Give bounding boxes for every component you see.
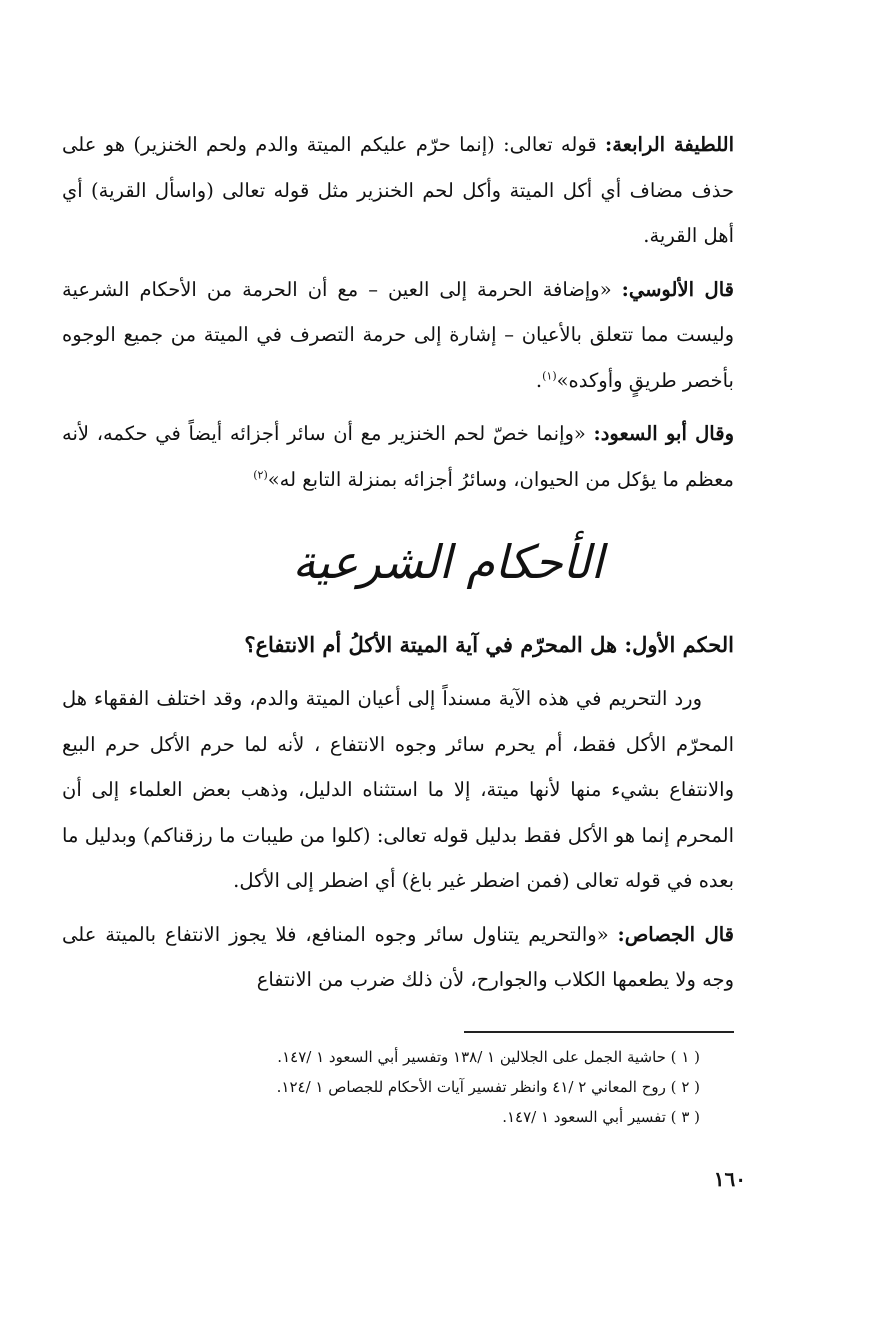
footnote-item: ( ٣ ) تفسير أبي السعود ١ /١٤٧. (502, 1108, 700, 1126)
paragraph-lead: قال الجصاص: (617, 922, 734, 946)
paragraph-lead: قال الألوسي: (621, 277, 734, 301)
paragraph-fourth-subtlety (62, 122, 734, 259)
paragraph-lead: اللطيفة الرابعة: (605, 133, 734, 156)
section-heading: الأحكام الشرعية (292, 535, 604, 589)
paragraph-tail: . (535, 368, 543, 392)
paragraph-alusi (62, 267, 734, 404)
footnote-item: ( ١ ) حاشية الجمل على الجلالين ١ /١٣٨ وتفسير أبي السعود ١ /١٤٧. (277, 1048, 700, 1066)
paragraph-text: ورد التحريم في هذه الآية مسنداً إلى أعيان الميتة والدم، وقد اختلف الفقهاء هل المحرّم الأكل فقط، أم يحرم سائر وجوه الانتفاع ، لأنه لما حرم الأكل حرم البيع والانتفاع بشيء منها لأنها ميتة، إلا ما استثناه الدليل، وذهب بعض العلماء إلى أن المحرم إنما هو الأكل فقط بدليل قوله تعالى: (كلوا من طيبات ما رزقناكم) وبدليل ما بعده في قوله تعالى (فمن اضطر غير باغ) أي اضطر إلى الأكل. (62, 687, 734, 892)
body-text-top (62, 122, 734, 510)
footnotes (140, 1042, 700, 1132)
page-number: ١٦٠ (713, 1167, 746, 1191)
paragraph-jassas (62, 912, 734, 1003)
paragraph-text: «وإنما خصّ لحم الخنزير مع أن سائر أجزائه أيضاً في حكمه، لأنه معظم ما يؤكل من الحيوان، وسائرُ أجزائه بمنزلة التابع له» (62, 422, 734, 491)
paragraph-lead: وقال أبو السعود: (593, 422, 734, 445)
ruling-title: الحكم الأول: هل المحرّم في آية الميتة الأكلُ أم الانتفاع؟ (244, 632, 734, 657)
paragraph-text: «وإضافة الحرمة إلى العين – مع أن الحرمة من الأحكام الشرعية وليست مما تتعلق بالأعيان – إشارة إلى حرمة التصرف في الميتة من جميع الوجوه بأخصر طريقٍ وأوكده» (62, 277, 734, 392)
paragraph-text: قوله تعالى: (إنما حرّم عليكم الميتة والدم ولحم الخنزير) هو على حذف مضاف أي أكل الميتة وأكل لحم الخنزير مثل قوله تعالى (واسأل القرية) أي أهل القرية. (62, 133, 734, 247)
footnote-divider (464, 1031, 734, 1033)
body-text-bottom (62, 676, 734, 1011)
paragraph-ruling-discussion (62, 676, 734, 904)
footnote-ref: (٢) (253, 468, 268, 481)
paragraph-text: «والتحريم يتناول سائر وجوه المنافع، فلا يجوز الانتفاع بالميتة على وجه ولا يطعمها الكلاب والجوارح، لأن ذلك ضرب من الانتفاع (62, 922, 734, 991)
paragraph-abu-saud (62, 411, 734, 502)
footnote-ref: (١) (542, 369, 557, 382)
footnote-item: ( ٢ ) روح المعاني ٢ /٤١ وانظر تفسير آيات الأحكام للجصاص ١ /١٢٤. (276, 1078, 700, 1096)
